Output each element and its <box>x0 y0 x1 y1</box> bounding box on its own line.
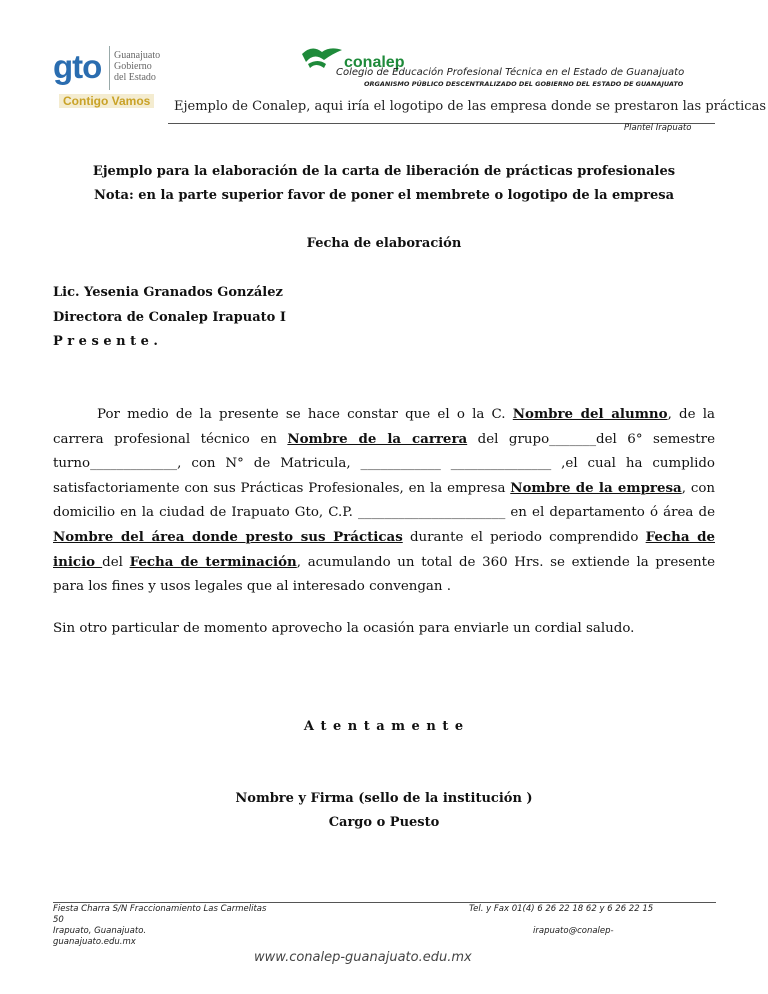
plantel-label: Plantel Irapuato <box>624 123 692 133</box>
body-text: , de la carrera profesional técnico en <box>53 407 715 447</box>
organism-line: ORGANISMO PÚBLICO DESCENTRALIZADO DEL GOBIERNO DEL ESTADO DE GUANAJUATO <box>364 80 684 88</box>
body-text: , acumulando un total de 360 Hrs. se extiende la presente para los fines y usos legales que al interesado convengan . <box>53 555 715 594</box>
gto-logo-line: Gobierno <box>114 61 152 72</box>
body-text: durante el periodo comprendido <box>402 530 646 545</box>
body-text: Por medio de la presente se hace constar que el o la C. <box>97 407 513 422</box>
header-example-note: Ejemplo de Conalep, aqui iría el logotipo de las empresa donde se prestaron las prácticas <box>174 99 767 114</box>
body-text: , con domicilio en la ciudad de Irapuato Gto, C.P. ______________________ en el departamento ó área de <box>53 481 716 520</box>
footer-address: Irapuato, Guanajuato. <box>53 926 147 936</box>
institution-name: Colegio de Educación Profesional Técnica en el Estado de Guanajuato <box>336 67 685 78</box>
gto-logo-mark: gto <box>53 48 102 85</box>
conalep-wordmark: conalep <box>344 54 405 71</box>
student-name-placeholder: Nombre del alumno <box>512 406 668 422</box>
atentamente: A t e n t a m e n t e <box>303 719 465 734</box>
gto-logo <box>53 44 165 112</box>
document-title: Ejemplo para la elaboración de la carta de liberación de prácticas profesionales <box>92 164 676 179</box>
recipient-presente: P r e s e n t e . <box>53 334 158 349</box>
body-text: del grupo_______del 6° semestre turno_____________, con N° de Matricula, ____________ _______________ ,el cual ha cumplido satisfactoriamente con sus Prácticas Profesionales, en la empresa <box>53 432 715 496</box>
footer-address: guanajuato.edu.mx <box>53 937 136 947</box>
closing-text: Sin otro particular de momento aprovecho la ocasión para enviarle un cordial saludo. <box>53 621 635 636</box>
footer-address: 50 <box>53 915 64 925</box>
recipient-name: Lic. Yesenia Granados González <box>53 285 283 300</box>
footer-email: irapuato@conalep- <box>533 926 614 936</box>
body-text: del <box>102 555 130 570</box>
document-note: Nota: en la parte superior favor de poner el membrete o logotipo de la empresa <box>93 188 674 203</box>
gto-logo-tagline: Contigo Vamos <box>59 94 154 108</box>
footer-divider <box>53 902 716 903</box>
gto-logo-line: Guanajuato <box>114 50 161 61</box>
end-date-placeholder: Fecha de terminación <box>129 554 297 570</box>
date-label: Fecha de elaboración <box>306 236 462 251</box>
signature-title: Cargo o Puesto <box>328 815 440 830</box>
signature-line: Nombre y Firma (sello de la institución ) <box>235 791 533 806</box>
gto-logo-divider <box>109 46 110 90</box>
footer-website: www.conalep-guanajuato.edu.mx <box>254 950 472 965</box>
gto-logo-line: del Estado <box>114 72 156 83</box>
company-placeholder: Nombre de la empresa <box>510 480 682 496</box>
letter-body <box>53 402 715 599</box>
footer-phone: Tel. y Fax 01(4) 6 26 22 18 62 y 6 26 22 15 <box>469 904 654 914</box>
career-placeholder: Nombre de la carrera <box>287 431 468 447</box>
start-date-placeholder: Fecha de inicio <box>53 529 715 570</box>
recipient-position: Directora de Conalep Irapuato I <box>53 310 286 325</box>
area-placeholder: Nombre del área donde presto sus Prácticas <box>53 529 403 545</box>
footer-address: Fiesta Charra S/N Fraccionamiento Las Carmelitas <box>53 904 267 914</box>
